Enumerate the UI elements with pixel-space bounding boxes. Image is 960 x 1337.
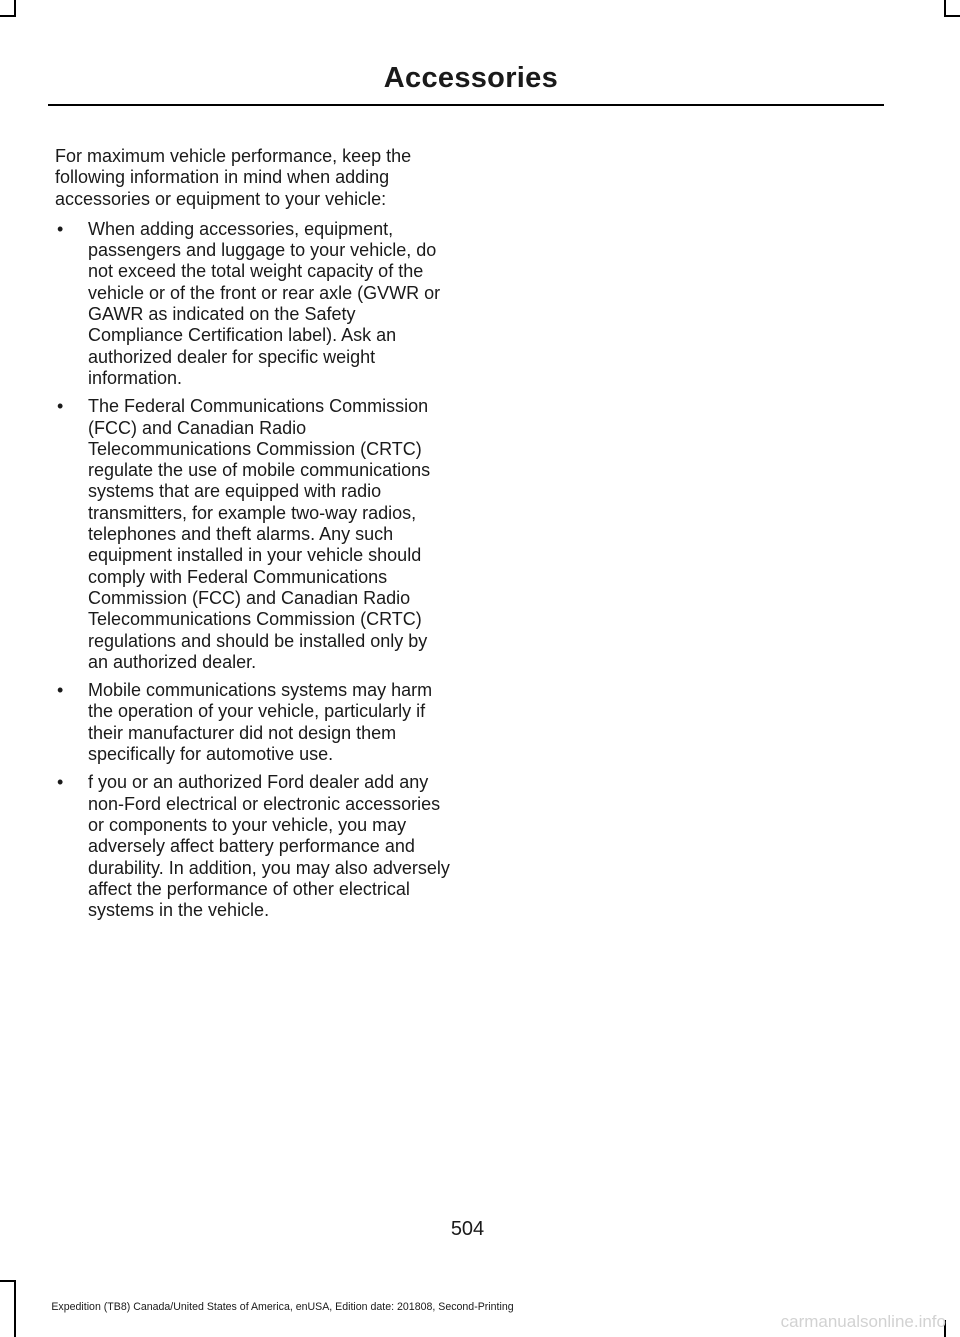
crop-mark-bottom-left-horizontal xyxy=(0,1280,16,1282)
bullet-text: The Federal Communications Commission (FCC) and Canadian Radio Telecommunications Commission (CRTC) regulate the use of mobile communications systems that are equipped with radio transmitters, for example two-way radios, telephones and theft alarms. Any such equipment installed in your vehicle should comply with Federal Communications Commission (FCC) and Canadian Radio Telecommunications Commission (CRTC) regulations and should be installed only by an authorized dealer. xyxy=(88,396,431,672)
watermark: carmanualsonline.info xyxy=(780,1312,946,1331)
page-number: 504 xyxy=(450,1218,485,1240)
bullet-icon: • xyxy=(57,396,64,417)
bullet-icon: • xyxy=(57,772,64,793)
bullet-list xyxy=(55,219,450,922)
crop-mark-top-left-horizontal xyxy=(0,15,16,17)
intro-paragraph: For maximum vehicle performance, keep the following information in mind when adding accessories or equipment to your vehicle: xyxy=(55,146,412,209)
bullet-item-weight-capacity xyxy=(55,219,450,389)
title-divider xyxy=(48,104,884,106)
bullet-item-mobile-communications xyxy=(55,680,450,765)
bullet-item-fcc-crtc xyxy=(55,396,450,673)
bullet-text: f you or an authorized Ford dealer add any non-Ford electrical or electronic accessories or components to your vehicle, you may adversely affect battery performance and durability. In addition, you may also adversely affect the performance of other electrical systems in the vehicle. xyxy=(88,772,450,921)
crop-mark-top-right-vertical xyxy=(944,0,946,16)
bullet-text: When adding accessories, equipment, passengers and luggage to your vehicle, do not exceed the total weight capacity of the vehicle or of the front or rear axle (GVWR or GAWR as indicated on the Safety Compliance Certification label). Ask an authorized dealer for specific weight information. xyxy=(88,218,441,388)
bullet-icon: • xyxy=(57,218,64,239)
crop-mark-top-left-vertical xyxy=(14,0,16,16)
crop-mark-top-right-horizontal xyxy=(944,15,960,17)
page-title: Accessories xyxy=(383,62,558,94)
bullet-text: Mobile communications systems may harm the operation of your vehicle, particularly if their manufacturer did not design them specifically for automotive use. xyxy=(88,680,433,765)
bullet-icon: • xyxy=(57,680,64,701)
main-content xyxy=(55,146,450,928)
edition-footer: Expedition (TB8) Canada/United States of America, enUSA, Edition date: 201808, Second-Printing xyxy=(51,1301,514,1313)
bullet-item-non-ford-accessories xyxy=(55,772,450,921)
